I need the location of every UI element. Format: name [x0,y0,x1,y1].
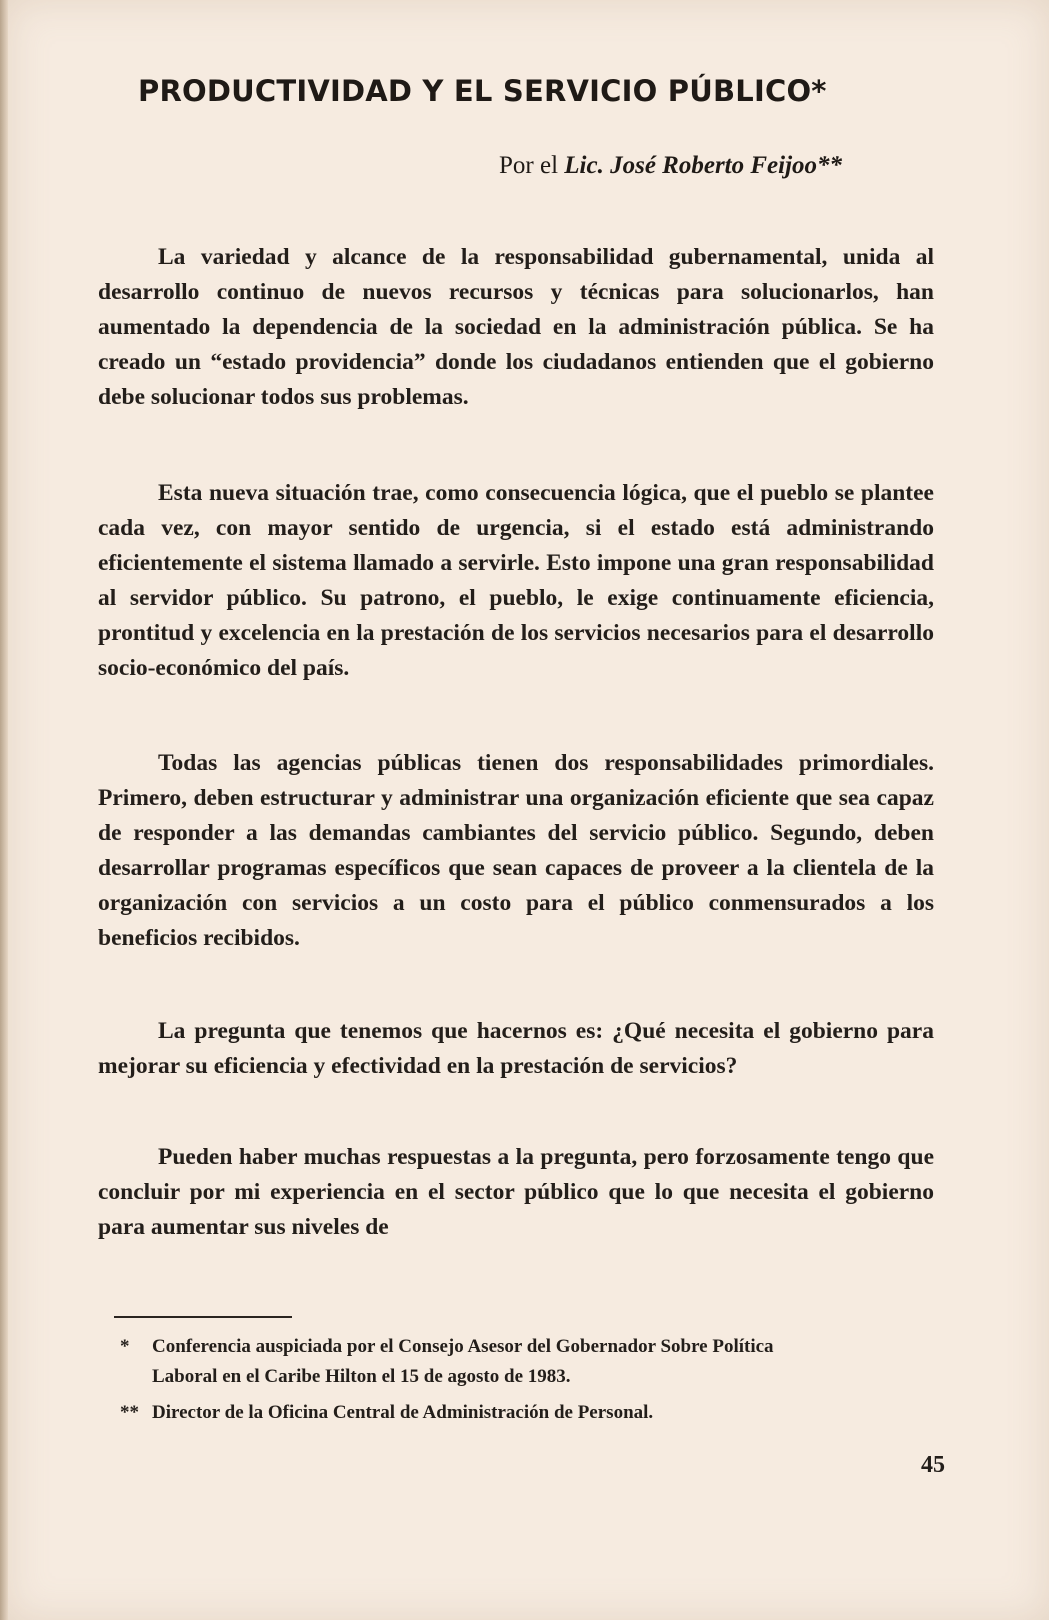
page-number: 45 [921,1452,945,1478]
paragraph-5: Pueden haber muchas respuestas a la pregunta, pero forzosamente tengo que concluir por mi experiencia en el sector público que lo que necesita el gobierno para aumentar sus niveles de [98,1144,934,1240]
footnote-divider [114,1316,292,1318]
paragraph-1: La variedad y alcance de la responsabilidad gubernamental, unida al desarrollo continuo de nuevos recursos y técnicas para solucionarlos, han aumentado la dependencia de la sociedad en la administración pública. Se ha creado un “estado providencia” donde los ciudadanos entienden que el gobierno debe solucionar todos sus problemas. [98,244,934,410]
paragraph-3: Todas las agencias públicas tienen dos responsabilidades primordiales. Primero, deben estructurar y administrar una organización eficiente que sea capaz de responder a las demandas cambiantes del servicio público. Segundo, deben desarrollar programas específicos que sean capaces de proveer a la clientela de la organización con servicios a un costo para el público conmensurados a los beneficios recibidos. [98,750,934,951]
footnote-1-mark: * [120,1336,130,1357]
article-title: PRODUCTIVIDAD Y EL SERVICIO PÚBLICO* [138,74,827,108]
author-byline [499,152,842,180]
footnote-1 [120,1332,950,1392]
byline-author: Lic. José Roberto Feijoo** [564,152,843,179]
footnote-2 [120,1398,950,1428]
paragraph-4: La pregunta que tenemos que hacernos es: ¿Qué necesita el gobierno para mejorar su eficiencia y efectividad en la prestación de servicios? [98,1018,934,1079]
page-edge [0,0,8,1620]
footnote-1-text: Conferencia auspiciada por el Consejo Asesor del Gobernador Sobre Política [152,1336,774,1357]
footnote-1-text-cont: Laboral en el Caribe Hilton el 15 de agosto de 1983. [152,1366,571,1387]
byline-prefix: Por el [499,152,565,179]
footnote-2-text: Director de la Oficina Central de Administración de Personal. [152,1402,654,1423]
footnote-2-mark: ** [120,1402,139,1423]
paragraph-2: Esta nueva situación trae, como consecuencia lógica, que el pueblo se plantee cada vez, con mayor sentido de urgencia, si el estado está administrando eficientemente el sistema llamado a servirle. Esto impone una gran responsabilidad al servidor público. Su patrono, el pueblo, le exige continuamente eficiencia, prontitud y excelencia en la prestación de los servicios necesarios para el desarrollo socio-económico del país. [98,480,934,681]
